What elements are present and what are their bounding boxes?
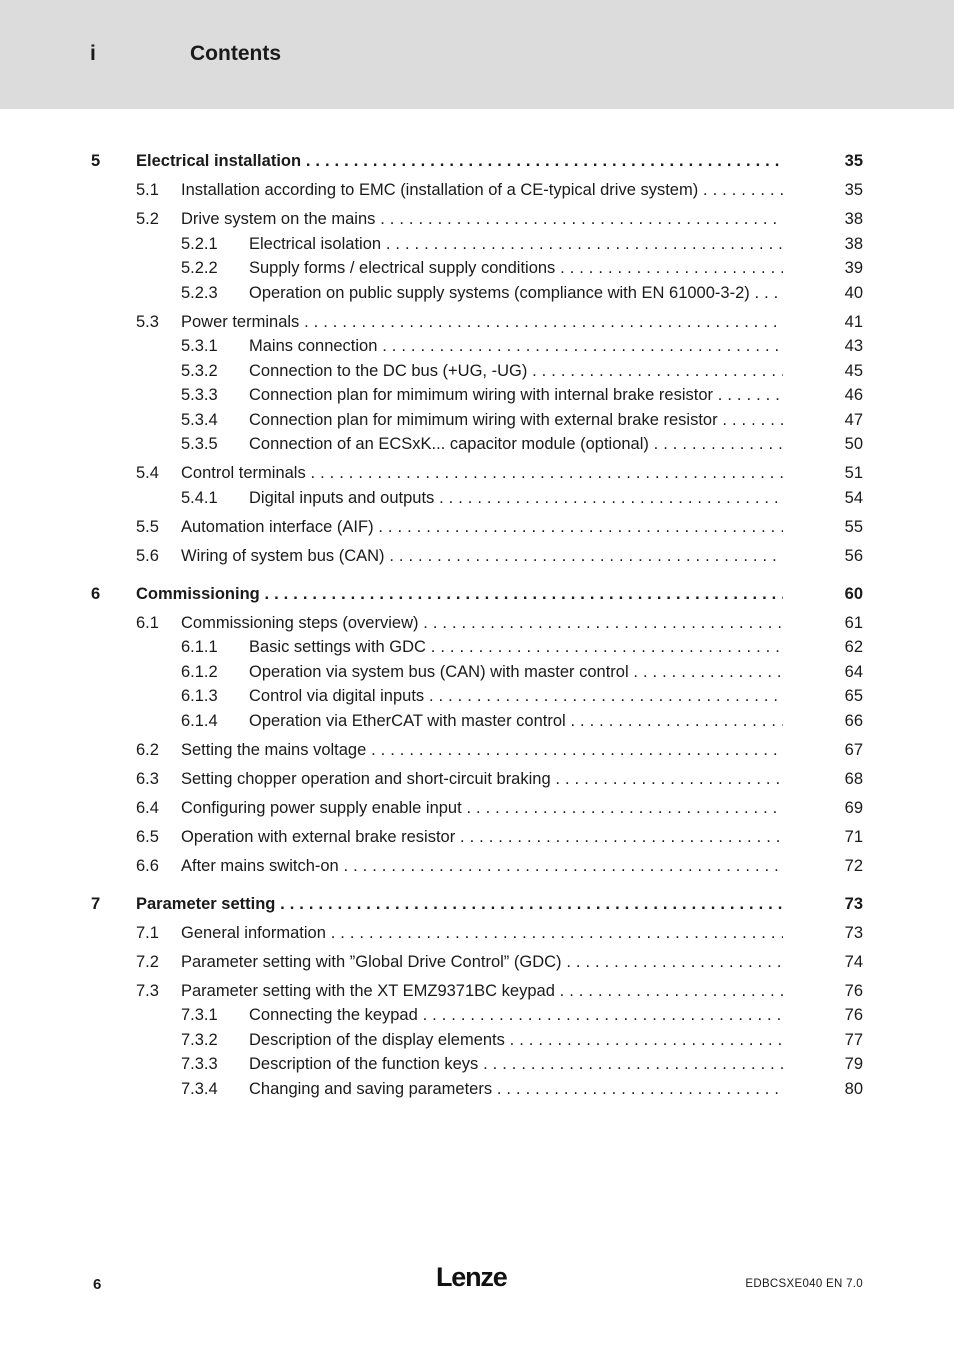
toc-entry-number: 5.3.2	[181, 361, 218, 380]
toc-subsection-row[interactable]	[0, 383, 954, 407]
toc-section-row[interactable]	[0, 207, 954, 231]
toc-entry-page: 35	[844, 152, 863, 170]
toc-entry-label-with-leader	[249, 359, 783, 383]
toc-entry-page: 60	[844, 584, 863, 603]
toc-entry-label: General information	[181, 923, 326, 942]
toc-entry-number: 5.2.1	[181, 234, 218, 253]
toc-entry-number: 6.1.2	[181, 662, 218, 681]
toc-subsection-row[interactable]	[0, 486, 954, 510]
toc-entry-number: 5.3.1	[181, 337, 218, 355]
toc-entry-page: 79	[844, 1055, 863, 1073]
toc-section-row[interactable]	[0, 461, 954, 485]
toc-entry-page: 62	[844, 638, 863, 656]
toc-subsection-row[interactable]	[0, 432, 954, 456]
toc-entry-label: Connecting the keypad	[249, 1006, 418, 1024]
toc-entry-label: Electrical installation	[136, 152, 302, 170]
toc-entry-label-with-leader	[181, 207, 783, 231]
toc-entry-label-with-leader	[249, 1003, 783, 1027]
toc-entry-label-with-leader	[181, 825, 783, 849]
toc-entry-page: 72	[844, 856, 863, 875]
toc-entry-page: 50	[844, 435, 863, 453]
toc-entry-label: Commissioning	[136, 584, 260, 603]
toc-entry-number: 6.1.1	[181, 638, 218, 656]
toc-entry-page: 35	[844, 181, 863, 199]
toc-entry-page: 40	[844, 283, 863, 302]
toc-entry-number: 6.2	[136, 740, 159, 759]
toc-entry-label: Power terminals	[181, 312, 300, 331]
toc-subsection-row[interactable]	[0, 635, 954, 659]
toc-entry-label: Supply forms / electrical supply conditions	[249, 259, 556, 277]
toc-entry-label-with-leader	[181, 544, 783, 568]
toc-entry-label: Operation via EtherCAT with master control	[249, 711, 566, 730]
toc-entry-page: 55	[844, 517, 863, 536]
toc-entry-number: 5.3.5	[181, 435, 218, 453]
toc-entry-number: 5.2.2	[181, 259, 218, 277]
toc-entry-label: Automation interface (AIF)	[181, 517, 374, 536]
toc-entry-number: 6.3	[136, 769, 159, 788]
toc-subsection-row[interactable]	[0, 684, 954, 708]
toc-entry-label-with-leader	[249, 1077, 783, 1101]
toc-entry-number: 7	[91, 894, 101, 913]
toc-chapter-row[interactable]	[0, 582, 954, 606]
toc-entry-number: 5.5	[136, 517, 159, 536]
toc-entry-label-with-leader	[181, 515, 783, 539]
toc-entry-number: 5.3.3	[181, 386, 218, 404]
toc-entry-label-with-leader	[136, 582, 783, 606]
toc-entry-number: 7.3.2	[181, 1030, 218, 1049]
toc-subsection-row[interactable]	[0, 359, 954, 383]
toc-entry-label: Mains connection	[249, 337, 378, 355]
toc-section-row[interactable]	[0, 921, 954, 945]
toc-entry-page: 47	[844, 410, 863, 429]
toc-section-row[interactable]	[0, 310, 954, 334]
toc-entry-label-with-leader	[249, 383, 783, 407]
toc-section-row[interactable]	[0, 825, 954, 849]
toc-entry-label-with-leader	[249, 432, 783, 456]
toc-subsection-row[interactable]	[0, 232, 954, 256]
toc-entry-label: Setting chopper operation and short-circuit braking	[181, 769, 551, 788]
toc-entry-number: 6.5	[136, 827, 159, 846]
toc-entry-label: Drive system on the mains	[181, 210, 376, 228]
toc-entry-page: 41	[844, 312, 863, 331]
toc-entry-label-with-leader	[181, 796, 783, 820]
toc-entry-label-with-leader	[181, 854, 783, 878]
toc-section-row[interactable]	[0, 611, 954, 635]
toc-entry-number: 6.1.4	[181, 711, 218, 730]
toc-entry-number: 5.1	[136, 181, 159, 199]
toc-entry-number: 7.3.1	[181, 1006, 218, 1024]
toc-chapter-row[interactable]	[0, 892, 954, 916]
toc-entry-number: 5.3	[136, 312, 159, 331]
toc-entry-number: 5.2	[136, 210, 159, 228]
toc-subsection-row[interactable]	[0, 709, 954, 733]
toc-entry-label: Operation via system bus (CAN) with master control	[249, 662, 629, 681]
toc-entry-label-with-leader	[249, 486, 783, 510]
toc-entry-page: 76	[844, 1006, 863, 1024]
toc-entry-label: Control terminals	[181, 464, 306, 482]
toc-entry-label-with-leader	[136, 892, 783, 916]
toc-entry-number: 6.1.3	[181, 687, 218, 705]
toc-entry-page: 68	[844, 769, 863, 788]
toc-section-row[interactable]	[0, 515, 954, 539]
page-title: Contents	[190, 42, 281, 65]
toc-entry-page: 43	[844, 337, 863, 355]
toc-entry-label-with-leader	[249, 334, 783, 358]
toc-entry-label: Parameter setting with ”Global Drive Control” (GDC)	[181, 952, 562, 971]
toc-entry-label-with-leader	[181, 738, 783, 762]
toc-section-row[interactable]	[0, 178, 954, 202]
toc-entry-page: 51	[844, 464, 863, 482]
toc-entry-label-with-leader	[136, 149, 783, 173]
toc-section-row[interactable]	[0, 979, 954, 1003]
toc-subsection-row[interactable]	[0, 256, 954, 280]
toc-entry-label: Control via digital inputs	[249, 687, 425, 705]
toc-entry-label-with-leader	[181, 950, 783, 974]
toc-entry-label: Description of the display elements	[249, 1030, 505, 1049]
toc-subsection-row[interactable]	[0, 334, 954, 358]
toc-subsection-row[interactable]	[0, 408, 954, 432]
toc-entry-page: 67	[844, 740, 863, 759]
toc-entry-label-with-leader	[181, 178, 783, 202]
toc-entry-number: 6.6	[136, 856, 159, 875]
toc-subsection-row[interactable]	[0, 1003, 954, 1027]
toc-entry-label: Connection of an ECSxK... capacitor module (optional)	[249, 435, 649, 453]
toc-entry-page: 69	[844, 798, 863, 817]
toc-section-row[interactable]	[0, 950, 954, 974]
toc-entry-label-with-leader	[249, 408, 783, 432]
toc-entry-label: Operation with external brake resistor	[181, 827, 456, 846]
toc-subsection-row[interactable]	[0, 1052, 954, 1076]
toc-entry-label: Digital inputs and outputs	[249, 488, 435, 507]
toc-entry-page: 38	[844, 234, 863, 253]
toc-entry-page: 61	[844, 613, 863, 632]
toc-entry-page: 39	[844, 259, 863, 277]
toc-entry-page: 80	[844, 1079, 863, 1098]
toc-entry-page: 73	[844, 923, 863, 942]
toc-entry-label: Basic settings with GDC	[249, 638, 426, 656]
toc-entry-label-with-leader	[249, 709, 783, 733]
toc-section-row[interactable]	[0, 854, 954, 878]
toc-entry-number: 5	[91, 152, 101, 170]
toc-entry-label: Connection plan for mimimum wiring with external brake resistor	[249, 410, 718, 429]
toc-entry-label-with-leader	[249, 232, 783, 256]
toc-entry-label: Configuring power supply enable input	[181, 798, 462, 817]
toc-entry-number: 7.3.3	[181, 1055, 218, 1073]
toc-entry-page: 56	[844, 546, 863, 565]
toc-subsection-row[interactable]	[0, 1028, 954, 1052]
toc-subsection-row[interactable]	[0, 660, 954, 684]
toc-entry-page: 45	[844, 361, 863, 380]
toc-section-row[interactable]	[0, 544, 954, 568]
toc-entry-label: Operation on public supply systems (compliance with EN 61000-3-2)	[249, 283, 750, 302]
toc-section-row[interactable]	[0, 796, 954, 820]
toc-entry-number: 5.4.1	[181, 488, 218, 507]
toc-entry-label: Commissioning steps (overview)	[181, 613, 419, 632]
toc-entry-label: Electrical isolation	[249, 234, 382, 253]
toc-entry-label: Connection to the DC bus (+UG, -UG)	[249, 361, 528, 380]
toc-entry-label: Setting the mains voltage	[181, 740, 367, 759]
toc-entry-number: 7.2	[136, 952, 159, 971]
toc-entry-page: 71	[844, 827, 863, 846]
toc-entry-label-with-leader	[249, 635, 783, 659]
toc-section-row[interactable]	[0, 767, 954, 791]
lenze-logo: Lenze	[436, 1262, 507, 1292]
toc-entry-page: 46	[844, 386, 863, 404]
toc-entry-label: Parameter setting with the XT EMZ9371BC keypad	[181, 981, 555, 1000]
toc-entry-label-with-leader	[249, 256, 783, 280]
toc-entry-number: 5.3.4	[181, 410, 218, 429]
toc-entry-page: 77	[844, 1030, 863, 1049]
header-mark: i	[90, 42, 96, 65]
toc-entry-label-with-leader	[249, 684, 783, 708]
toc-entry-page: 38	[844, 210, 863, 228]
toc-entry-label-with-leader	[181, 979, 783, 1003]
toc-entry-number: 5.2.3	[181, 283, 218, 302]
toc-entry-number: 6.4	[136, 798, 159, 817]
toc-entry-number: 7.3.4	[181, 1079, 218, 1098]
toc-entry-number: 7.1	[136, 923, 159, 942]
toc-entry-label: Installation according to EMC (installation of a CE-typical drive system)	[181, 181, 699, 199]
toc-entry-label-with-leader	[249, 281, 783, 305]
toc-entry-page: 74	[844, 952, 863, 971]
toc-entry-label: Changing and saving parameters	[249, 1079, 493, 1098]
footer-doc-id: EDBCSXE040 EN 7.0	[745, 1278, 863, 1290]
toc-entry-number: 6	[91, 584, 101, 603]
toc-subsection-row[interactable]	[0, 1077, 954, 1101]
toc-entry-label: Connection plan for mimimum wiring with internal brake resistor	[249, 386, 714, 404]
footer-page-number: 6	[93, 1276, 102, 1293]
toc-entry-page: 54	[844, 488, 863, 507]
toc-section-row[interactable]	[0, 738, 954, 762]
toc-entry-label-with-leader	[181, 921, 783, 945]
toc-chapter-row[interactable]	[0, 149, 954, 173]
toc-entry-page: 73	[844, 894, 863, 913]
toc-entry-page: 64	[844, 662, 863, 681]
toc-entry-page: 76	[844, 981, 863, 1000]
toc-entry-label-with-leader	[249, 1028, 783, 1052]
toc-subsection-row[interactable]	[0, 281, 954, 305]
toc-entry-label-with-leader	[181, 767, 783, 791]
toc-entry-label-with-leader	[181, 461, 783, 485]
toc-entry-page: 66	[844, 711, 863, 730]
toc-entry-number: 7.3	[136, 981, 159, 1000]
toc-entry-label-with-leader	[181, 310, 783, 334]
toc-entry-label-with-leader	[249, 1052, 783, 1076]
toc-entry-label: Wiring of system bus (CAN)	[181, 546, 385, 565]
toc-entry-label: Description of the function keys	[249, 1055, 479, 1073]
toc-entry-label-with-leader	[181, 611, 783, 635]
toc-entry-label-with-leader	[249, 660, 783, 684]
toc-entry-label: After mains switch-on	[181, 856, 339, 875]
toc-entry-page: 65	[844, 687, 863, 705]
toc-entry-number: 6.1	[136, 613, 159, 632]
toc-entry-label: Parameter setting	[136, 894, 276, 913]
toc-entry-number: 5.4	[136, 464, 159, 482]
toc-entry-number: 5.6	[136, 546, 159, 565]
